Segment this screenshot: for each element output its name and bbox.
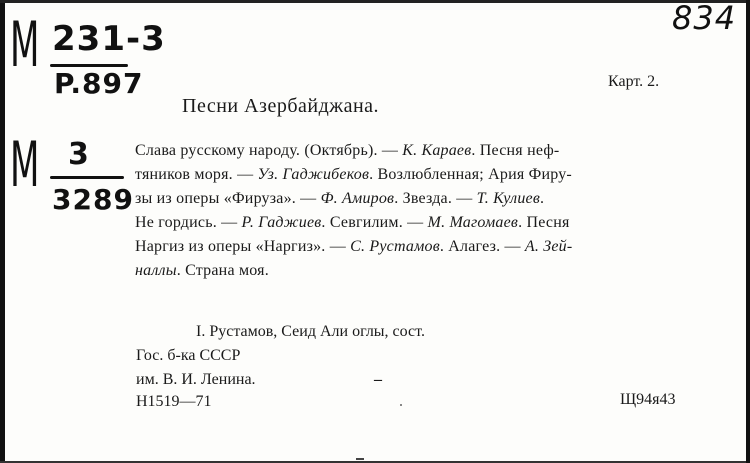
composer-name: наллы <box>135 262 177 279</box>
card-top-edge <box>0 0 750 3</box>
composer-name: С. Рустамов <box>350 238 440 255</box>
dash-mark: – <box>374 371 382 388</box>
contents-line <box>135 238 572 256</box>
speck <box>356 458 364 460</box>
handwritten-divider-mid <box>50 176 124 179</box>
card-number: Карт. 2. <box>608 73 660 90</box>
contents-text: Слава русскому народу. (Октябрь). — <box>135 142 403 159</box>
handwritten-shelf-bottom: P.897 <box>54 67 144 100</box>
contents-text: . Страна моя. <box>176 262 269 279</box>
contents-text: Не гордись. — <box>135 214 242 231</box>
contents-line <box>135 166 572 184</box>
card-code: Н1519—71 <box>136 393 212 410</box>
handwritten-letter-mid: M <box>10 128 40 201</box>
contents-text: . Алагез. — <box>439 238 525 255</box>
handwritten-number-mid-top: 3 <box>68 137 90 172</box>
contents-text: . Севгилим. — <box>321 214 428 231</box>
handwritten-letter-top: M <box>10 8 40 81</box>
contents-text: . <box>539 190 545 207</box>
composer-name: Уз. Гаджибеков <box>257 166 370 183</box>
composer-name: Ф. Амиров <box>320 190 395 207</box>
composer-name: М. Магомаев <box>427 214 519 231</box>
contents-line <box>135 262 269 280</box>
speck <box>400 404 402 406</box>
contents-text: . Песня <box>518 214 570 231</box>
handwritten-corner-number: 834 <box>672 0 737 37</box>
classification-code: Щ94я43 <box>620 391 676 408</box>
contents-text: . Возлюбленная; Ария Фиру- <box>369 166 572 183</box>
contents-text: зы из оперы «Фируза». — <box>135 190 321 207</box>
collection-title: Песни Азербайджана. <box>182 95 380 117</box>
contents-text: . Звезда. — <box>394 190 477 207</box>
handwritten-number-mid-bottom: 3289 <box>52 183 134 216</box>
contents-line <box>135 214 570 232</box>
contents-line <box>135 142 559 160</box>
handwritten-shelf-top: 231-3 <box>52 19 166 59</box>
contents-text: тяников моря. — <box>135 166 258 183</box>
composer-name: А. Зей- <box>524 238 573 255</box>
library-line-2: им. В. И. Ленина. <box>136 371 256 388</box>
contents-text: . Песня неф- <box>471 142 560 159</box>
compiler-line: I. Рустамов, Сеид Али оглы, сост. <box>196 323 425 340</box>
contents-line <box>135 190 544 208</box>
composer-name: Т. Кулиев <box>476 190 540 207</box>
composer-name: Р. Гаджиев <box>241 214 322 231</box>
library-line-1: Гос. б-ка СССР <box>136 347 241 364</box>
composer-name: К. Караев <box>402 142 472 159</box>
contents-text: Наргиз из оперы «Наргиз». — <box>135 238 351 255</box>
